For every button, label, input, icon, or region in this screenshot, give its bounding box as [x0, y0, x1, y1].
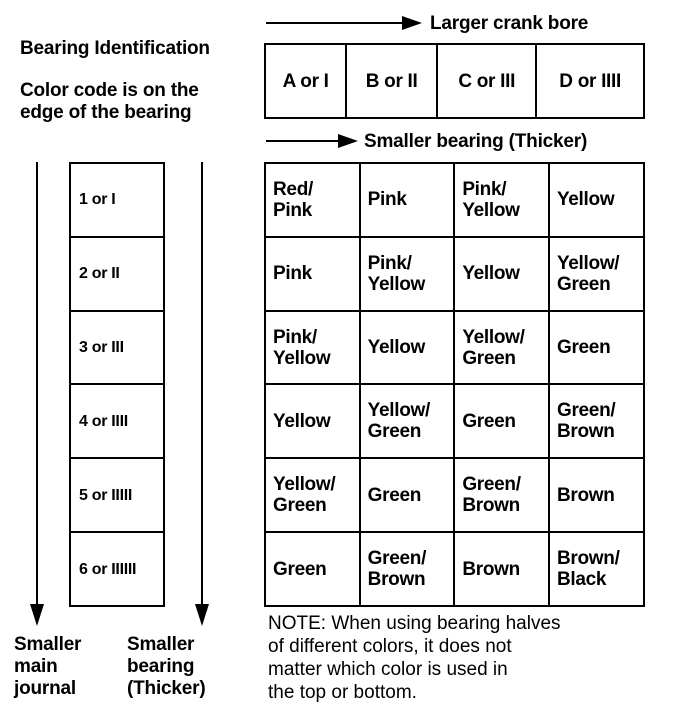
- grid-cell: Green: [360, 458, 455, 532]
- grid-cell: Yellow: [454, 237, 549, 311]
- grid-cell: Pink: [360, 163, 455, 237]
- crank-bore-code-table: [264, 43, 645, 119]
- grid-cell: Yellow: [265, 384, 360, 458]
- crank-code-cell: D or IIII: [536, 44, 644, 118]
- crank-code-cell: A or I: [265, 44, 346, 118]
- grid-cell: Red/ Pink: [265, 163, 360, 237]
- grid-cell: Yellow: [549, 163, 644, 237]
- grid-row: [265, 384, 644, 458]
- grid-cell: Green/ Brown: [549, 384, 644, 458]
- smaller-bearing-vertical-arrow: [191, 160, 213, 630]
- smaller-bearing-arrow: [264, 130, 360, 152]
- crank-code-cell: C or III: [437, 44, 536, 118]
- crank-bore-arrow: [264, 12, 424, 34]
- journal-code-cell: 3 or III: [70, 311, 164, 385]
- grid-cell: Pink/ Yellow: [360, 237, 455, 311]
- crank-bore-code-row: [265, 44, 644, 118]
- subtitle-line-2: edge of the bearing: [20, 102, 192, 123]
- journal-code-cell: 1 or I: [70, 163, 164, 237]
- main-journal-code-table: [69, 162, 165, 607]
- smaller-main-journal-arrow: [26, 160, 48, 630]
- grid-cell: Pink/ Yellow: [454, 163, 549, 237]
- grid-cell: Yellow/ Green: [265, 458, 360, 532]
- grid-cell: Green/ Brown: [360, 532, 455, 606]
- grid-cell: Brown/ Black: [549, 532, 644, 606]
- subtitle-line-1: Color code is on the: [20, 80, 199, 101]
- journal-code-cell: 4 or IIII: [70, 384, 164, 458]
- grid-row: [265, 311, 644, 385]
- journal-code-cell: 5 or IIIII: [70, 458, 164, 532]
- grid-row: [265, 532, 644, 606]
- grid-cell: Yellow/ Green: [454, 311, 549, 385]
- bearing-color-grid: [264, 162, 645, 607]
- grid-row: [265, 163, 644, 237]
- journal-code-cell: 6 or IIIIII: [70, 532, 164, 606]
- note-text: NOTE: When using bearing halves of different colors, it does not matter which color is used in the top or bottom.: [268, 613, 561, 703]
- grid-row: [265, 458, 644, 532]
- crank-code-cell: B or II: [346, 44, 437, 118]
- grid-cell: Brown: [549, 458, 644, 532]
- grid-cell: Green/ Brown: [454, 458, 549, 532]
- journal-code-cell: 2 or II: [70, 237, 164, 311]
- grid-cell: Green: [454, 384, 549, 458]
- crank-bore-arrow-label: Larger crank bore: [430, 13, 589, 34]
- grid-cell: Green: [549, 311, 644, 385]
- smaller-bearing-thicker-label: Smaller bearing (Thicker): [127, 634, 206, 699]
- grid-row: [265, 237, 644, 311]
- smaller-bearing-arrow-label: Smaller bearing (Thicker): [364, 131, 588, 152]
- grid-cell: Brown: [454, 532, 549, 606]
- grid-cell: Yellow: [360, 311, 455, 385]
- smaller-main-journal-label: Smaller main journal: [14, 634, 82, 699]
- grid-cell: Pink/ Yellow: [265, 311, 360, 385]
- grid-cell: Green: [265, 532, 360, 606]
- diagram-subtitle: [20, 80, 199, 124]
- diagram-title: Bearing Identification: [20, 38, 210, 59]
- grid-cell: Yellow/ Green: [549, 237, 644, 311]
- grid-cell: Pink: [265, 237, 360, 311]
- grid-cell: Yellow/ Green: [360, 384, 455, 458]
